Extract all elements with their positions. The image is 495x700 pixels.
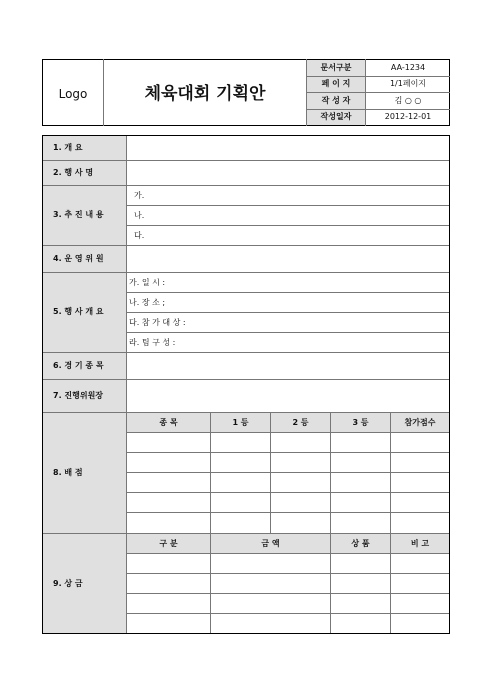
info-value-author: 김 ○ ○ [394,96,422,105]
outline-item-participants: 다. 참 가 대 상 : [129,318,186,327]
section-label-chair: 7. 진행위원장 [53,391,104,400]
outline-item-datetime: 가. 일 시 : [129,278,166,287]
plan-item-na: 나. [134,211,145,220]
info-label-page: 페 이 지 [321,79,351,88]
info-label-doctype: 문서구분 [320,63,352,72]
info-label-date: 작성일자 [320,112,352,121]
score-header-2nd: 2 등 [292,418,309,427]
plan-item-da: 다. [134,231,145,240]
section-label-plan: 3. 추 진 내 용 [53,210,104,219]
outline-item-team: 라. 팀 구 성 : [129,338,176,347]
info-value-page: 1/1페이지 [389,79,427,88]
info-label-author: 작 성 자 [321,96,351,105]
score-header-1st: 1 등 [232,418,249,427]
score-header-3rd: 3 등 [352,418,369,427]
section-label-overview: 1. 개 요 [53,143,83,152]
outline-item-place: 나. 장 소 ; [129,298,166,307]
prize-header-category: 구 분 [159,539,178,548]
info-value-date: 2012-12-01 [384,112,432,121]
section-label-prize: 9. 상 금 [53,579,83,588]
score-header-participation: 참가점수 [404,418,436,427]
section-label-event-outline: 5. 행 사 개 요 [53,307,104,316]
section-label-committee: 4. 운 영 위 원 [53,254,104,263]
prize-header-goods: 상 품 [351,539,370,548]
document-title: 체육대회 기획안 [144,84,266,104]
section-label-event-name: 2. 행 사 명 [53,168,94,177]
logo: Logo [58,87,88,101]
section-label-points: 8. 배 점 [53,468,83,477]
section-label-events: 6. 경 기 종 목 [53,361,104,370]
prize-header-amount: 금 액 [261,539,280,548]
prize-header-note: 비 고 [410,539,430,548]
score-header-event: 종 목 [159,418,178,427]
info-value-doctype: AA-1234 [390,63,426,72]
plan-item-ga: 가. [134,191,145,200]
